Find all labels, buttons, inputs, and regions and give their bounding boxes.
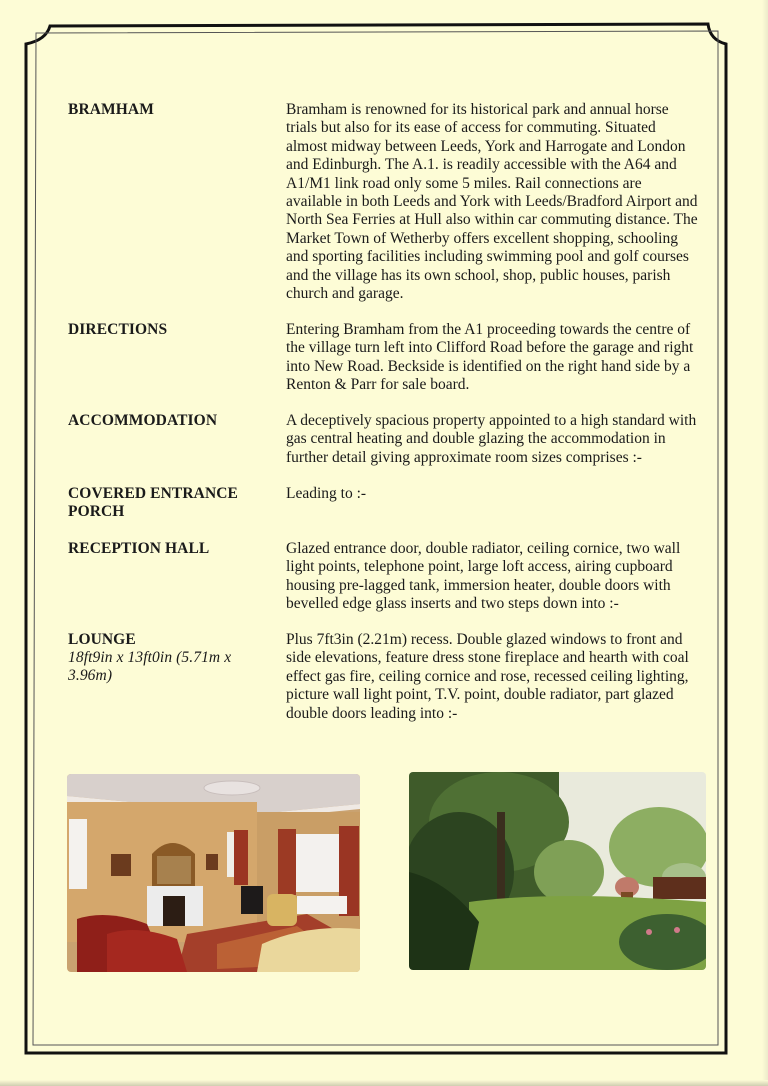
section-text: Leading to :- [286,485,367,502]
section-text: Bramham is renowned for its historical park and annual horse trials but also for its ease of access for commuting. Situated almost midway between Leeds, York and Harrogate and London and Edinburgh. The A.1. is readily accessible with the A64 and A1/M1 link road only some 5 miles. Rail connections are available in both Leeds and York with Leeds/Bradford Airport and North Sea Ferries at Hull also within car commuting distance. The Market Town of Wetherby offers excellent shopping, schooling and sporting facilities including swimming pool and golf courses and the village has its own school, shop, public houses, parish church and garage. [286,101,698,303]
section-text: A deceptively spacious property appointed to a high standard with gas central heating and double glazing the accommodation in further detail giving approximate room sizes comprises :- [286,412,697,466]
room-dimensions: 18ft9in x 13ft0in (5.71m x 3.96m) [68,649,232,684]
section-heading: RECEPTION HALL [68,540,210,557]
section-heading: BRAMHAM [68,101,154,118]
lounge-photo [67,774,360,972]
section-heading: DIRECTIONS [68,321,168,338]
section-text: Glazed entrance door, double radiator, ceiling cornice, two wall light points, telephone point, large loft access, airing cupboard housing pre-lagged tank, immersion heater, double doors with bevelled edge glass inserts and two steps down into :- [286,540,681,613]
section-heading-group [68,631,263,685]
section-text: Entering Bramham from the A1 proceeding towards the centre of the village turn left into Clifford Road before the garage and right into New Road. Beckside is identified on the right hand side by a Renton & Parr for sale board. [286,321,694,394]
section-text: Plus 7ft3in (2.21m) recess. Double glazed windows to front and side elevations, feature dress stone fireplace and hearth with coal effect gas fire, ceiling cornice and rose, recessed ceiling lighting, picture wall light point, T.V. point, double radiator, part glazed double doors leading into :- [286,631,689,722]
section-heading: ACCOMMODATION [68,412,218,429]
garden-photo [409,772,706,970]
section-heading: LOUNGE [68,631,136,648]
section-heading: COVERED ENTRANCE PORCH [68,485,238,520]
